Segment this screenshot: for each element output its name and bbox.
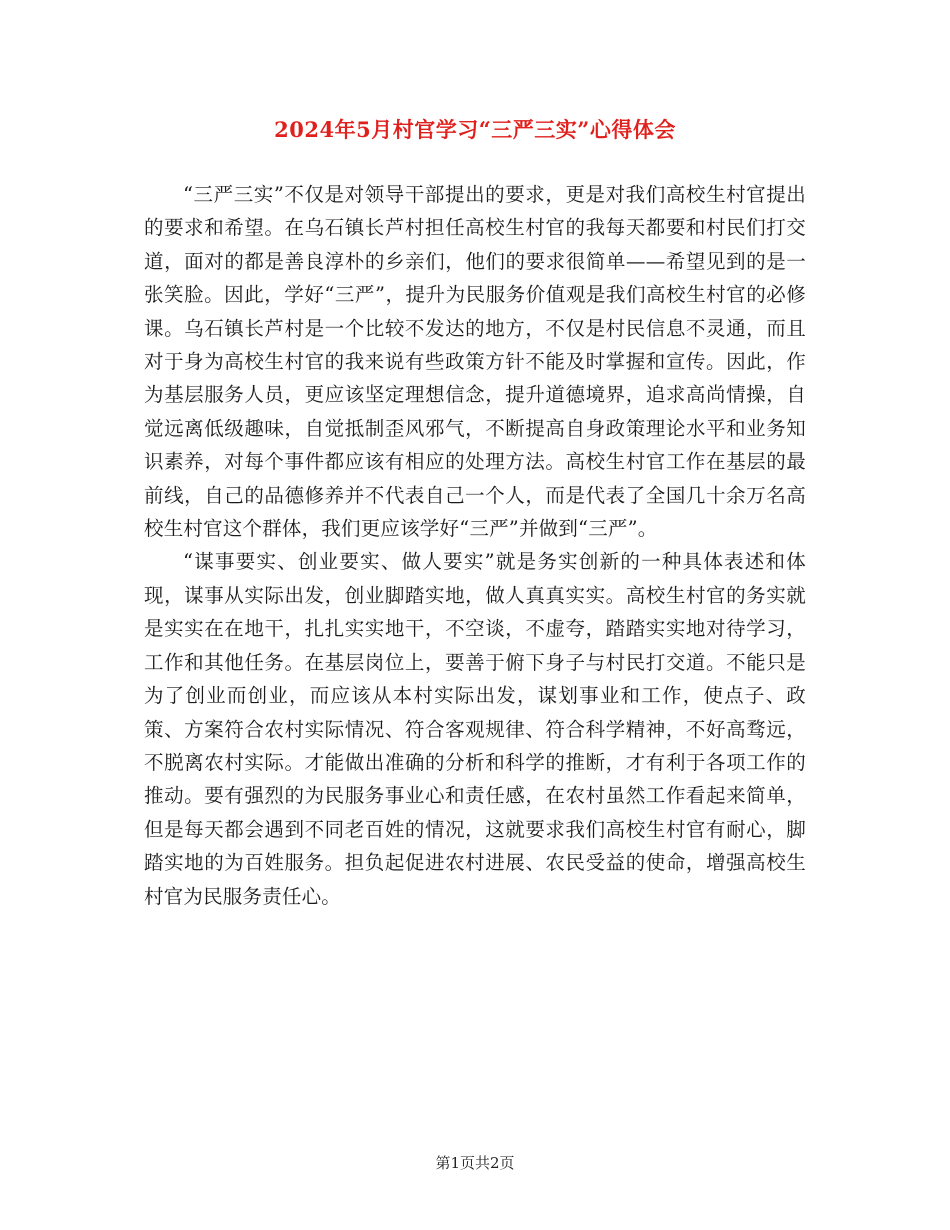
document-title: 2024年5月村官学习“三严三实”心得体会: [274, 117, 676, 142]
paragraph-1: “三严三实”不仅是对领导干部提出的要求，更是对我们高校生村官提出的要求和希望。在乌石镇长芦村担任高校生村官的我每天都要和村民们打交道，面对的都是善良淳朴的乡亲们，他们的要求很简单——希望见到的是一张笑脸。因此，学好“三严”，提升为民服务价值观是我们高校生村官的必修课。乌石镇长芦村是一个比较不发达的地方，不仅是村民信息不灵通，而且对于身为高校生村官的我来说有些政策方针不能及时掌握和宣传。因此，作为基层服务人员，更应该坚定理想信念，提升道德境界，追求高尚情操，自觉远离低级趣味，自觉抵制歪风邪气，不断提高自身政策理论水平和业务知识素养，对每个事件都应该有相应的处理方法。高校生村官工作在基层的最前线，自己的品德修养并不代表自己一个人，而是代表了全国几十余万名高校生村官这个群体，我们更应该学好“三严”并做到“三严”。: [144, 183, 806, 541]
page-number-footer: 第1页共2页: [435, 1154, 515, 1172]
document-body: [144, 178, 806, 913]
paragraph-2: “谋事要实、创业要实、做人要实”就是务实创新的一种具体表述和体现，谋事从实际出发，创业脚踏实地，做人真真实实。高校生村官的务实就是实实在在地干，扎扎实实地干，不空谈，不虚夸，踏踏实实地对待学习，工作和其他任务。在基层岗位上，要善于俯下身子与村民打交道。不能只是为了创业而创业，而应该从本村实际出发，谋划事业和工作，使点子、政策、方案符合农村实际情况、符合客观规律、符合科学精神，不好高骛远，不脱离农村实际。才能做出准确的分析和科学的推断，才有利于各项工作的推动。要有强烈的为民服务事业心和责任感，在农村虽然工作看起来简单，但是每天都会遇到不同老百姓的情况，这就要求我们高校生村官有耐心，脚踏实地的为百姓服务。担负起促进农村进展、农民受益的使命，增强高校生村官为民服务责任心。: [144, 550, 806, 908]
